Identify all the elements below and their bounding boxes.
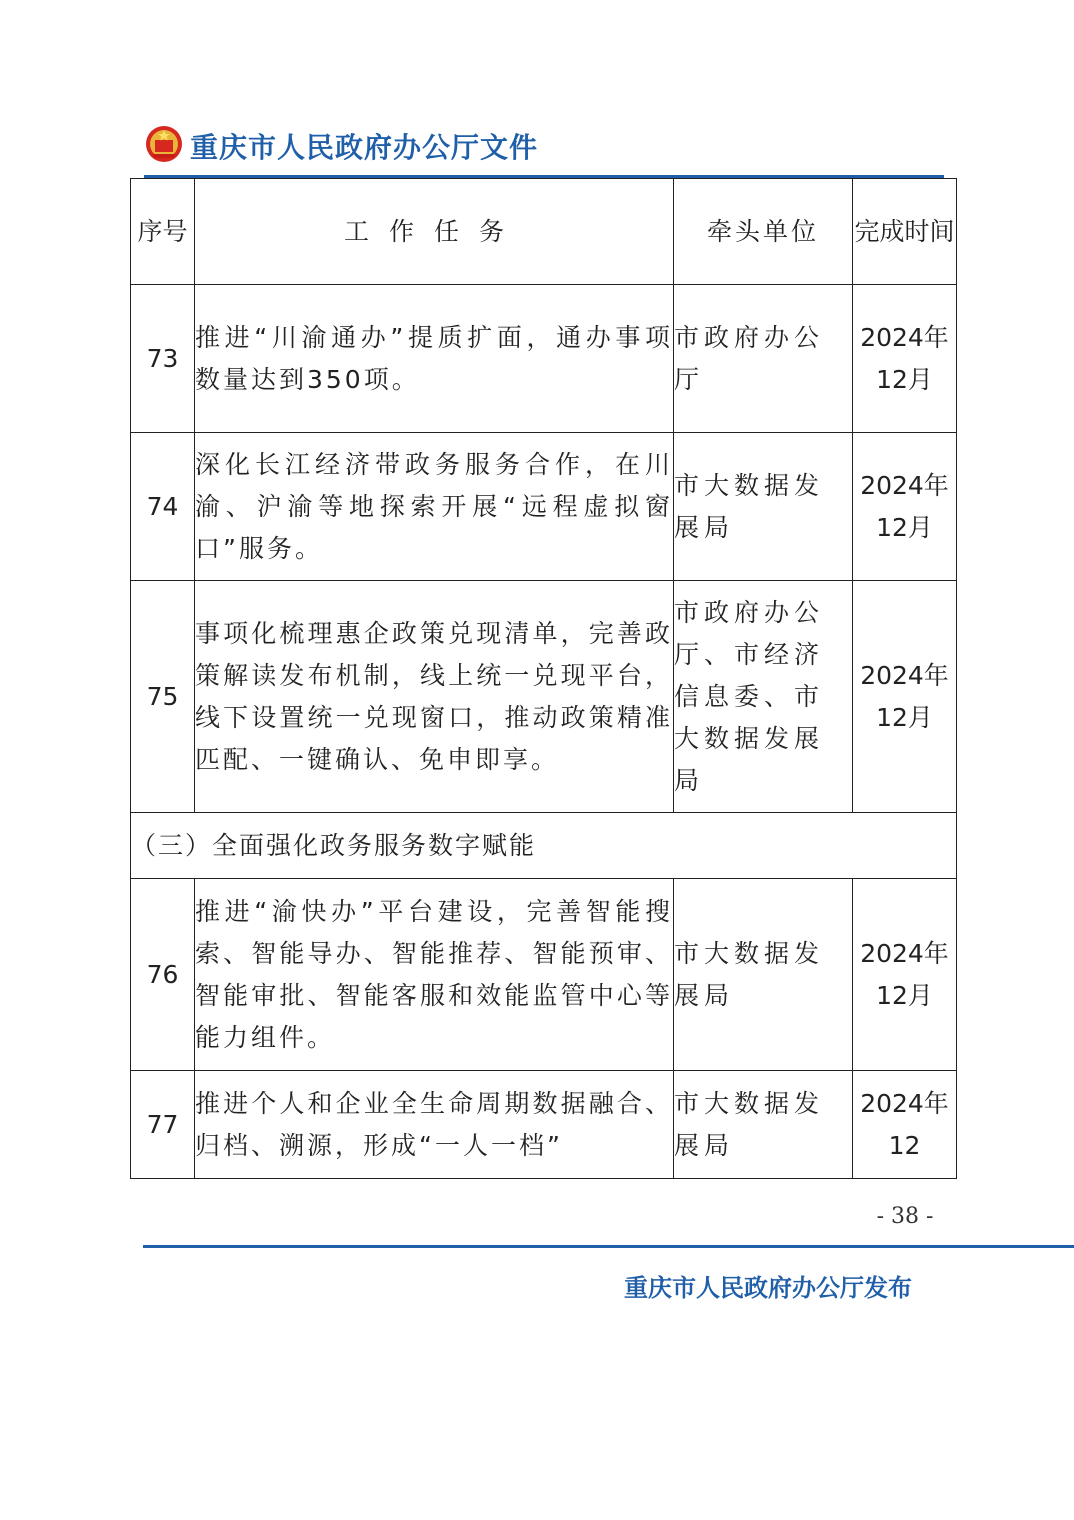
section-row	[131, 813, 957, 879]
header-task: 工作任务	[195, 179, 674, 285]
row-time: 2024年12月	[853, 433, 957, 581]
row-seq: 75	[131, 581, 195, 813]
row-dept: 市大数据发展局	[674, 879, 853, 1071]
footer-title: 重庆市人民政府办公厅发布	[624, 1273, 912, 1302]
header-dept: 牵头单位	[674, 179, 853, 285]
table-row	[131, 433, 957, 581]
row-time: 2024年12月	[853, 581, 957, 813]
row-dept: 市政府办公厅、市经济信息委、市大数据发展局	[674, 581, 853, 813]
document-header	[144, 120, 944, 180]
header-time: 完成时间	[853, 179, 957, 285]
table-header-row	[131, 179, 957, 285]
row-seq: 74	[131, 433, 195, 581]
row-time: 2024年12月	[853, 285, 957, 433]
row-seq: 76	[131, 879, 195, 1071]
header-title: 重庆市人民政府办公厅文件	[190, 131, 539, 164]
row-dept: 市大数据发展局	[674, 433, 853, 581]
row-task: 事项化梳理惠企政策兑现清单，完善政策解读发布机制，线上统一兑现平台，线下设置统一兑现窗口，推动政策精准匹配、一键确认、免申即享。	[195, 581, 674, 813]
section-heading: （三）全面强化政务服务数字赋能	[131, 813, 957, 879]
table-row	[131, 581, 957, 813]
national-emblem-icon	[144, 124, 184, 164]
table-row	[131, 1071, 957, 1179]
table-row	[131, 285, 957, 433]
row-task: 深化长江经济带政务服务合作，在川渝、沪渝等地探索开展“远程虚拟窗口”服务。	[195, 433, 674, 581]
row-dept: 市大数据发展局	[674, 1071, 853, 1179]
row-task: 推进个人和企业全生命周期数据融合、归档、溯源，形成“一人一档”	[195, 1071, 674, 1179]
header-seq: 序号	[131, 179, 195, 285]
footer-rule	[143, 1245, 1074, 1248]
row-time: 2024年12月	[853, 879, 957, 1071]
table-row	[131, 879, 957, 1071]
task-table	[130, 178, 957, 1179]
row-dept: 市政府办公厅	[674, 285, 853, 433]
row-seq: 73	[131, 285, 195, 433]
row-time: 2024年12	[853, 1071, 957, 1179]
row-task: 推进“渝快办”平台建设，完善智能搜索、智能导办、智能推荐、智能预审、智能审批、智能客服和效能监管中心等能力组件。	[195, 879, 674, 1071]
row-seq: 77	[131, 1071, 195, 1179]
page-number: - 38 -	[876, 1204, 934, 1229]
row-task: 推进“川渝通办”提质扩面，通办事项数量达到350项。	[195, 285, 674, 433]
